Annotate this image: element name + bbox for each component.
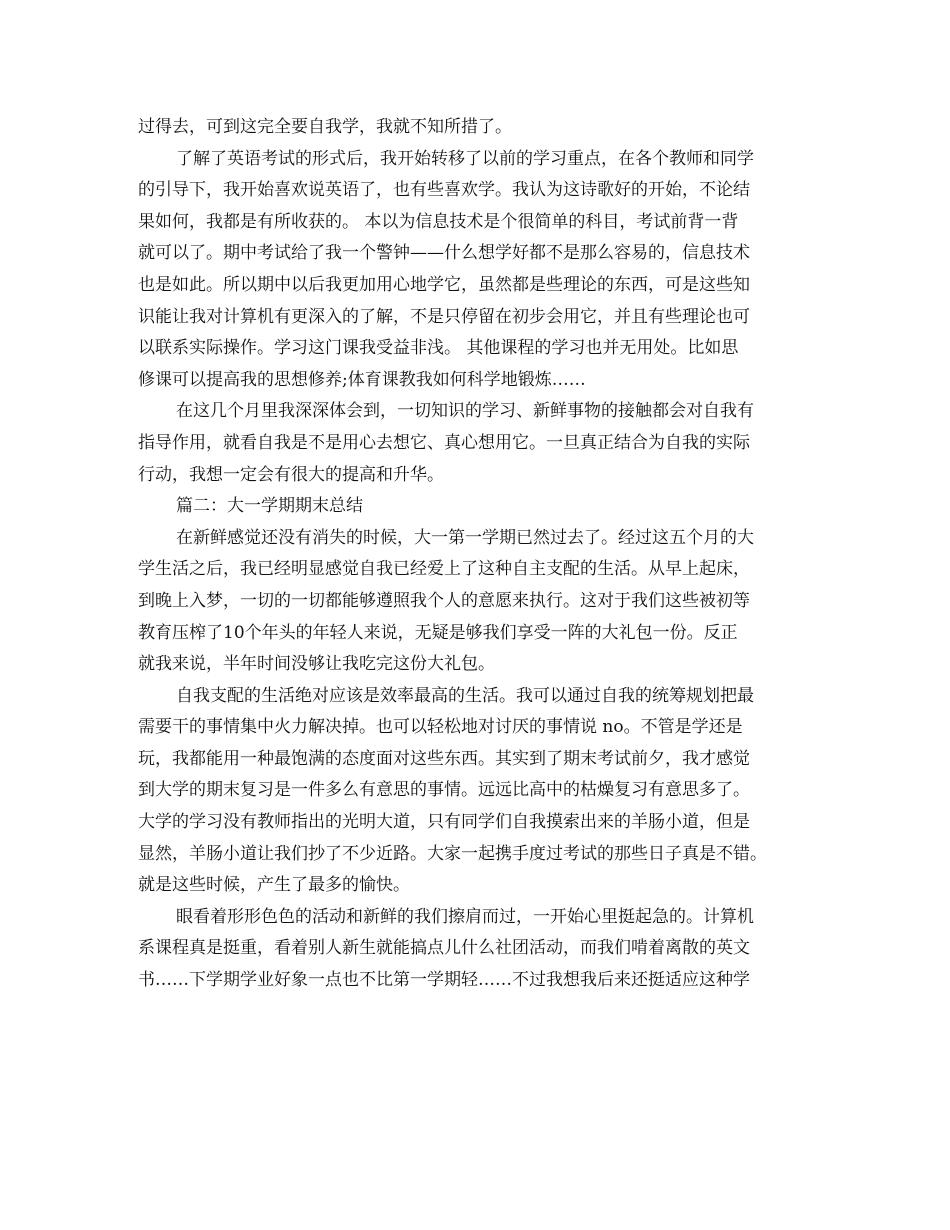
text-line: 以联系实际操作。学习这门课我受益非浅。 其他课程的学习也并无用处。比如思	[138, 338, 739, 359]
text-line: 显然，羊肠小道让我们抄了不少近路。大家一起携手度过考试的那些日子真是不错。	[138, 843, 767, 864]
text-line: 了解了英语考试的形式后，我开始转移了以前的学习重点，在各个教师和同学	[176, 148, 754, 169]
text-line: 就我来说，半年时间没够让我吃完这份大礼包。	[138, 654, 495, 675]
text-line: 眼看着形形色色的活动和新鲜的我们擦肩而过，一开始心里挺起急的。计算机	[176, 906, 754, 927]
text-line: 修课可以提高我的思想修养;体育课教我如何科学地锻炼……	[138, 369, 586, 390]
text-line: 就是这些时候，产生了最多的愉快。	[138, 875, 410, 896]
text-line: 过得去，可到这完全要自我学，我就不知所措了。	[138, 117, 512, 137]
text-line: 学生活之后，我已经明显感觉自我已经爱上了这种自主支配的生活。从早上起床，	[138, 559, 750, 580]
text-line: 玩，我都能用一种最饱满的态度面对这些东西。其实到了期末考试前夕，我才感觉	[138, 748, 750, 769]
text-line: 到大学的期末复习是一件多么有意思的事情。远远比高中的枯燥复习有意思多了。	[138, 780, 750, 801]
text-line: 在新鲜感觉还没有消失的时候，大一第一学期已然过去了。经过这五个月的大	[176, 527, 754, 548]
text-line: 在这几个月里我深深体会到，一切知识的学习、新鲜事物的接触都会对自我有	[176, 401, 754, 422]
text-line: 行动，我想一定会有很大的提高和升华。	[138, 464, 444, 485]
text-line: 就可以了。期中考试给了我一个警钟——什么想学好都不是那么容易的，信息技术	[138, 243, 750, 264]
text-line: 教育压榨了10个年头的年轻人来说，无疑是够我们享受一阵的大礼包一份。反正	[138, 622, 738, 643]
text-line: 需要干的事情集中火力解决掉。也可以轻松地对讨厌的事情说 no。不管是学还是	[138, 717, 743, 738]
text-line: 大学的学习没有教师指出的光明大道，只有同学们自我摸索出来的羊肠小道，但是	[138, 812, 750, 833]
text-line: 篇二：大一学期期末总结	[176, 496, 363, 517]
body-text	[138, 112, 828, 997]
text-line: 的引导下，我开始喜欢说英语了，也有些喜欢学。我认为这诗歌好的开始，不论结	[138, 180, 750, 201]
text-line: 也是如此。所以期中以后我更加用心地学它，虽然都是些理论的东西，可是这些知	[138, 274, 750, 295]
text-line: 果如何，我都是有所收获的。 本以为信息技术是个很简单的科目，考试前背一背	[138, 211, 739, 232]
text-line: 自我支配的生活绝对应该是效率最高的生活。我可以通过自我的统筹规划把最	[176, 685, 754, 706]
text-line: 到晚上入梦，一切的一切都能够遵照我个人的意愿来执行。这对于我们这些被初等	[138, 590, 750, 611]
text-line: 识能让我对计算机有更深入的了解，不是只停留在初步会用它，并且有些理论也可	[138, 306, 750, 327]
text-line: 指导作用，就看自我是不是用心去想它、真心想用它。一旦真正结合为自我的实际	[138, 432, 750, 453]
text-line: 系课程真是挺重，看着别人新生就能搞点儿什么社团活动，而我们啃着离散的英文	[138, 938, 750, 959]
text-line: 书……下学期学业好象一点也不比第一学期轻……不过我想我后来还挺适应这种学	[138, 970, 750, 991]
